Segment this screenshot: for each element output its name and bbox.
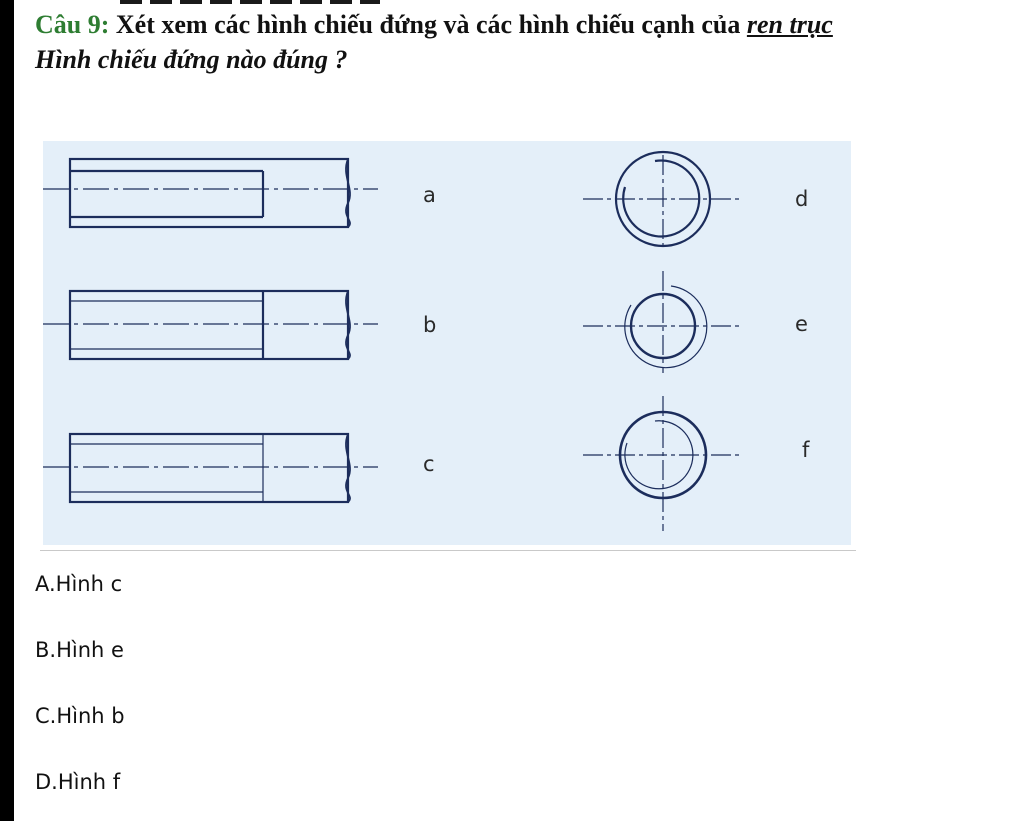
answer-option-d[interactable]: D.Hình f [35, 770, 121, 794]
top-dashed-line [120, 0, 380, 4]
label-f: f [802, 438, 810, 462]
question-subtitle: Hình chiếu đứng nào đúng ? [35, 45, 348, 74]
figure-background [43, 141, 851, 545]
question-underlined-term: ren trục [746, 10, 833, 39]
answer-option-c[interactable]: C.Hình b [35, 704, 125, 728]
question-title [35, 10, 1024, 40]
label-b: b [423, 313, 437, 337]
question-text: Xét xem các hình chiếu đứng và các hình chiếu cạnh của [109, 10, 747, 39]
label-c: c [423, 452, 435, 476]
answer-option-b[interactable]: B.Hình e [35, 638, 124, 662]
left-edge-bar [0, 0, 14, 821]
thread-projection-figure [43, 141, 851, 545]
label-d: d [795, 187, 809, 211]
label-e: e [795, 312, 808, 336]
question-number: Câu 9: [35, 10, 110, 39]
figure-divider [40, 550, 856, 551]
answer-option-a[interactable]: A.Hình c [35, 572, 123, 596]
label-a: a [423, 183, 436, 207]
figure-svg [43, 141, 851, 545]
